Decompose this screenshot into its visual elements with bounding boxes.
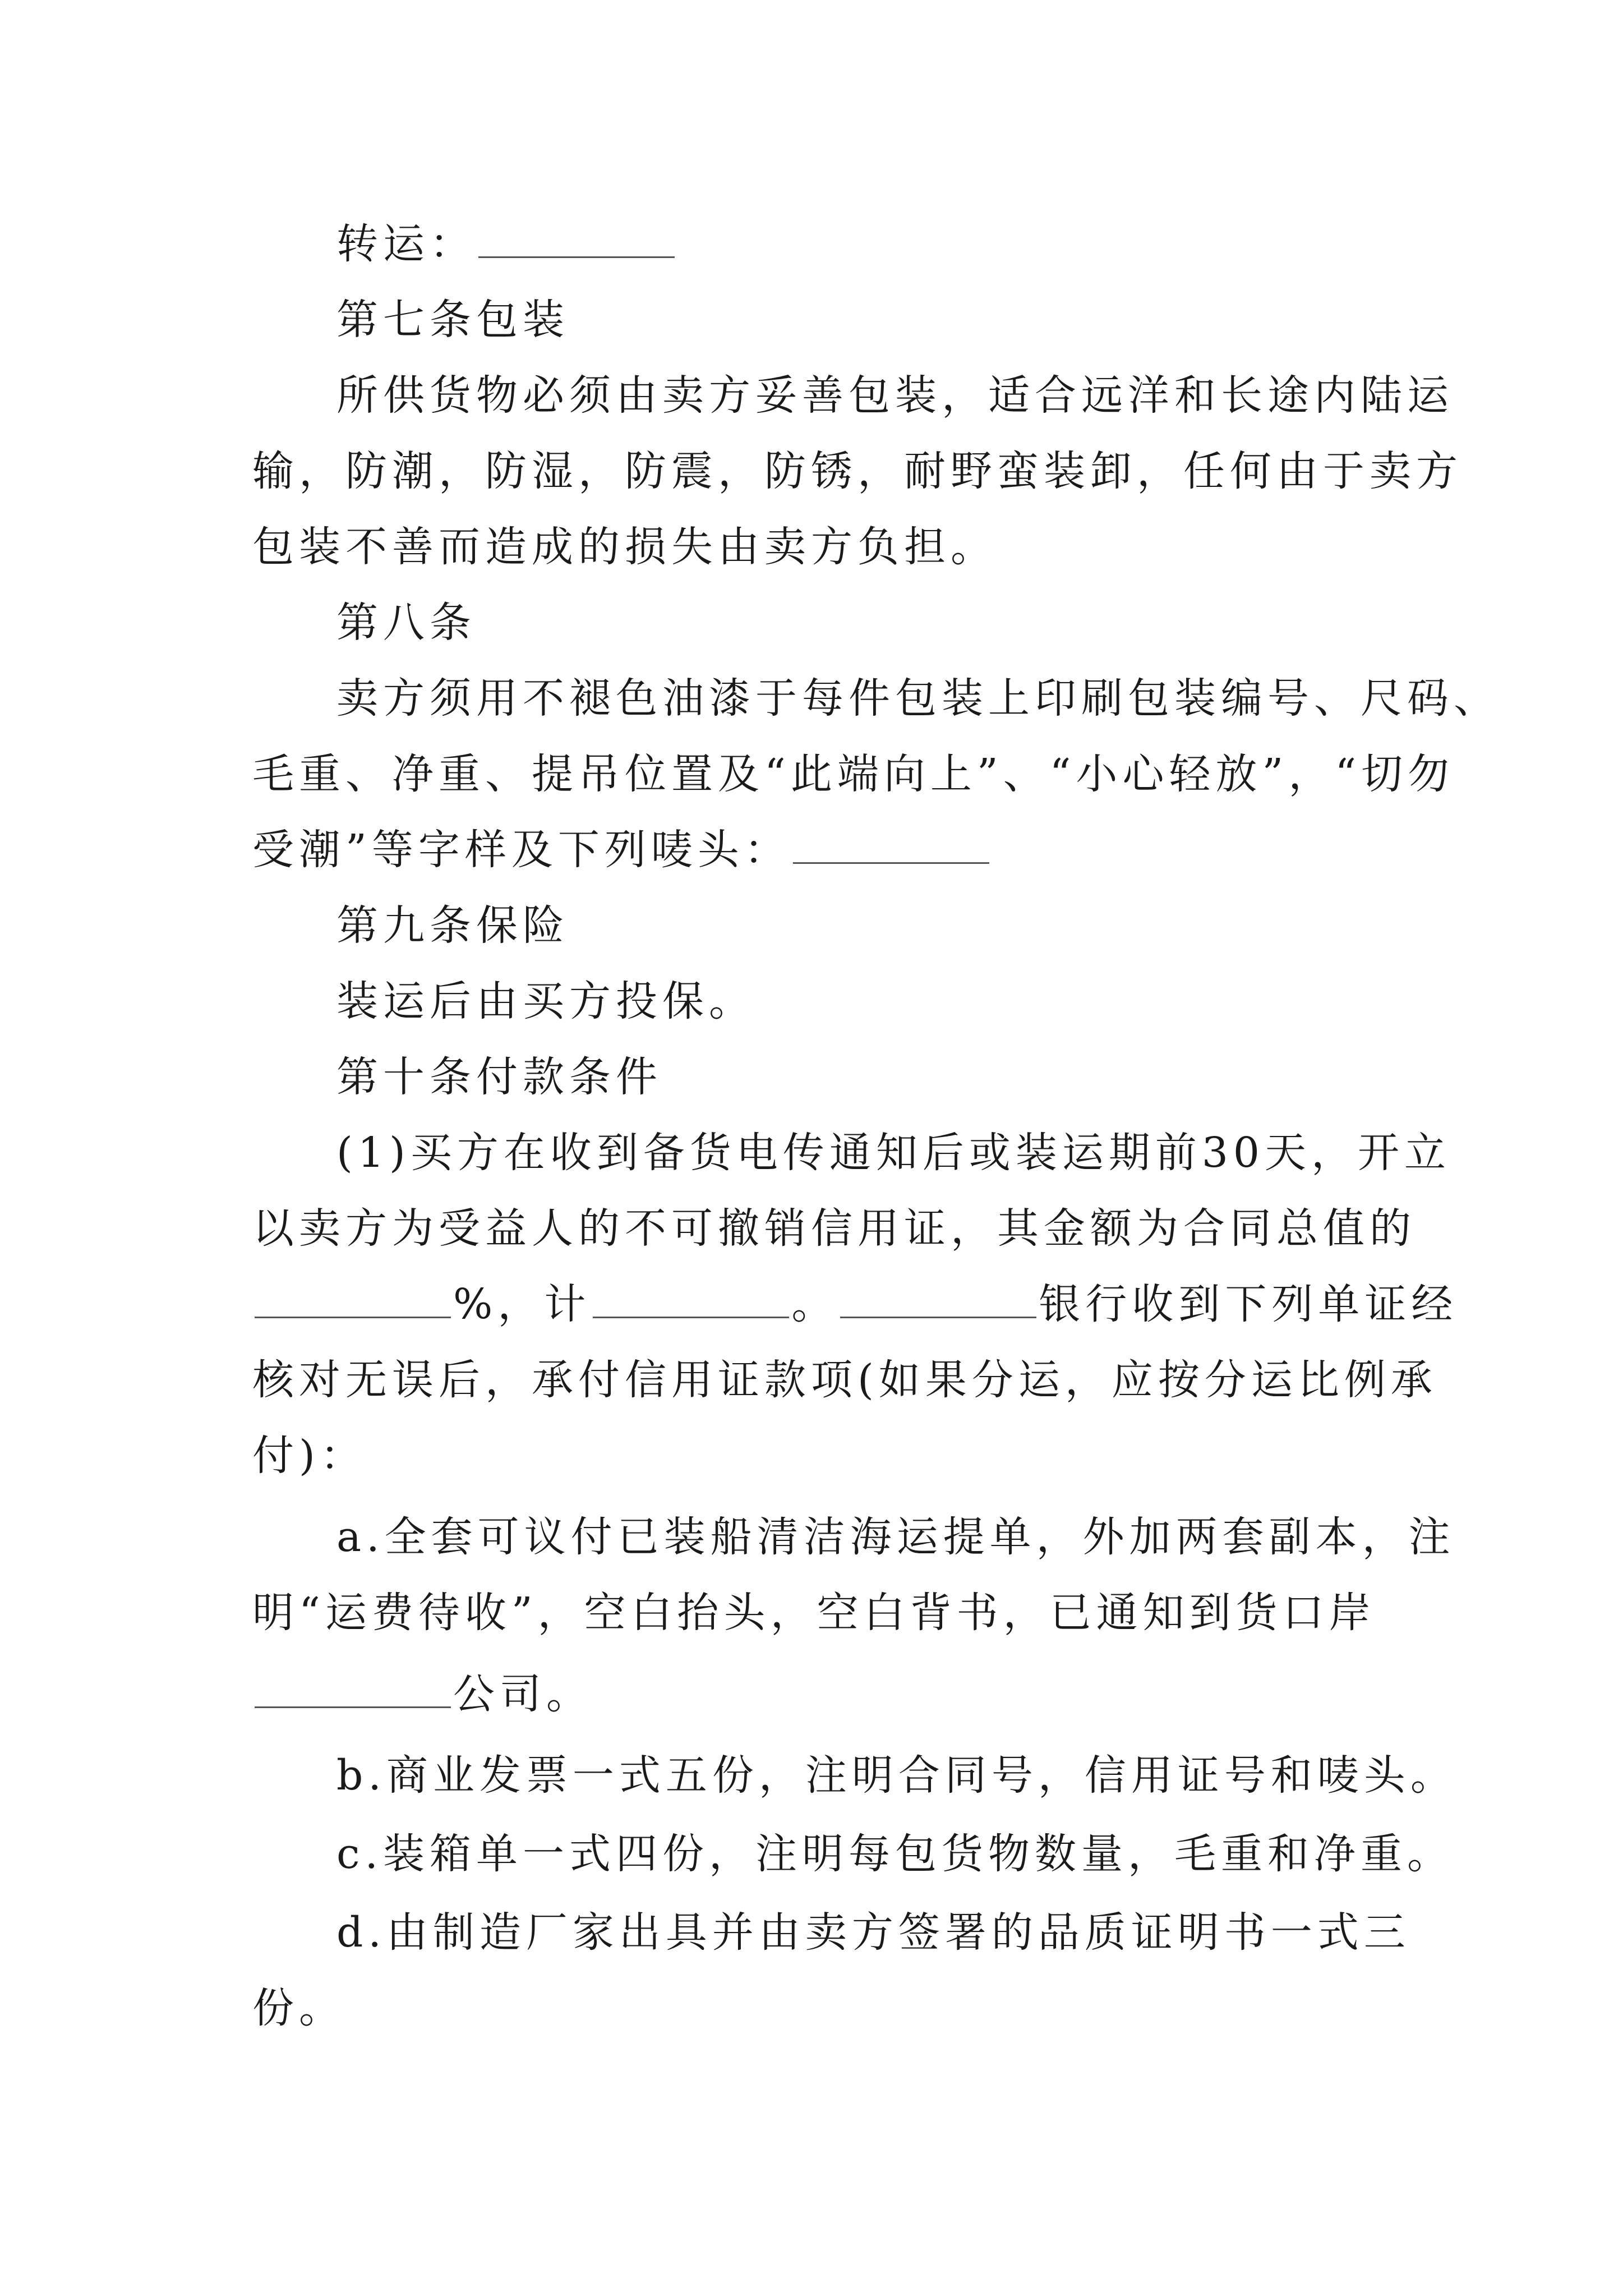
text-segment: 明“运费待收”，空白抬头，空白背书，已通知到货口岸 <box>252 1589 1376 1637</box>
text-segment: (1)买方在收到备货电传通知后或装运期前30天，开立 <box>336 1129 1451 1177</box>
text-segment: 转运： <box>336 220 476 268</box>
paragraph-line <box>0 513 1623 581</box>
text-segment: c.装箱单一式四份，注明每包货物数量，毛重和净重。 <box>336 1830 1454 1878</box>
fill-blank <box>255 1277 451 1318</box>
paragraph-line <box>0 1975 1623 2042</box>
text-segment: 以卖方为受益人的不可撤销信用证，其金额为合同总值的 <box>252 1204 1416 1253</box>
item-b-line <box>0 1742 1623 1809</box>
article-9-heading <box>0 892 1623 959</box>
fill-blank <box>593 1277 789 1318</box>
fill-blank <box>478 217 675 258</box>
paragraph-line <box>0 1422 1623 1489</box>
text-segment: 第九条保险 <box>336 901 569 950</box>
article-7-heading <box>0 286 1623 353</box>
text-segment: 受潮”等字样及下列唛头： <box>252 826 791 874</box>
text-segment: 第八条 <box>336 599 476 647</box>
item-c-line <box>0 1820 1623 1888</box>
paragraph-line <box>0 1119 1623 1186</box>
fill-blank <box>840 1277 1036 1318</box>
paragraph-line <box>0 740 1623 808</box>
item-d-line <box>0 1899 1623 1966</box>
text-segment: 所供货物必须由卖方妥善包装，适合远洋和长途内陆运 <box>336 371 1454 420</box>
text-segment: 第七条包装 <box>336 296 569 344</box>
fill-blank <box>255 1667 451 1708</box>
amount-line <box>0 1271 1623 1338</box>
shipping-marks-line <box>0 816 1623 884</box>
article-8-heading <box>0 589 1623 656</box>
company-line <box>0 1660 1623 1728</box>
paragraph-line <box>0 1346 1623 1414</box>
text-segment: d.由制造厂家出具并由卖方签署的品质证明书一式三 <box>336 1908 1410 1957</box>
text-segment: 装运后由买方投保。 <box>336 977 755 1025</box>
paragraph-line <box>0 1579 1623 1646</box>
paragraph-line <box>0 362 1623 429</box>
text-segment: 。 <box>791 1280 838 1328</box>
text-segment: 毛重、净重、提吊位置及“此端向上”、“小心轻放”，“切勿 <box>252 750 1455 798</box>
text-segment: 卖方须用不褪色油漆于每件包装上印刷包装编号、尺码、 <box>336 674 1500 723</box>
paragraph-line <box>0 438 1623 505</box>
text-segment: 银行收到下列单证经 <box>1039 1280 1458 1328</box>
text-segment: 核对无误后，承付信用证款项(如果分运，应按分运比例承 <box>252 1356 1437 1404</box>
text-segment: 付)： <box>252 1432 367 1480</box>
article-10-heading <box>0 1043 1623 1111</box>
text-segment: a.全套可议付已装船清洁海运提单，外加两套副本，注 <box>336 1513 1455 1561</box>
text-segment: 公司。 <box>453 1670 593 1718</box>
text-segment: 包装不善而造成的损失由卖方负担。 <box>252 523 997 571</box>
paragraph-line <box>0 665 1623 732</box>
item-a-line <box>0 1503 1623 1571</box>
paragraph-line <box>0 968 1623 1035</box>
text-segment: 输，防潮，防湿，防震，防锈，耐野蛮装卸，任何由于卖方 <box>252 447 1463 495</box>
text-segment: 份。 <box>252 1984 345 2032</box>
fill-blank <box>793 823 989 864</box>
text-segment: %，计 <box>453 1280 591 1328</box>
text-segment: 第十条付款条件 <box>336 1053 662 1101</box>
transshipment-line <box>0 210 1623 278</box>
text-segment: b.商业发票一式五份，注明合同号，信用证号和唛头。 <box>336 1751 1457 1800</box>
paragraph-line <box>0 1195 1623 1262</box>
